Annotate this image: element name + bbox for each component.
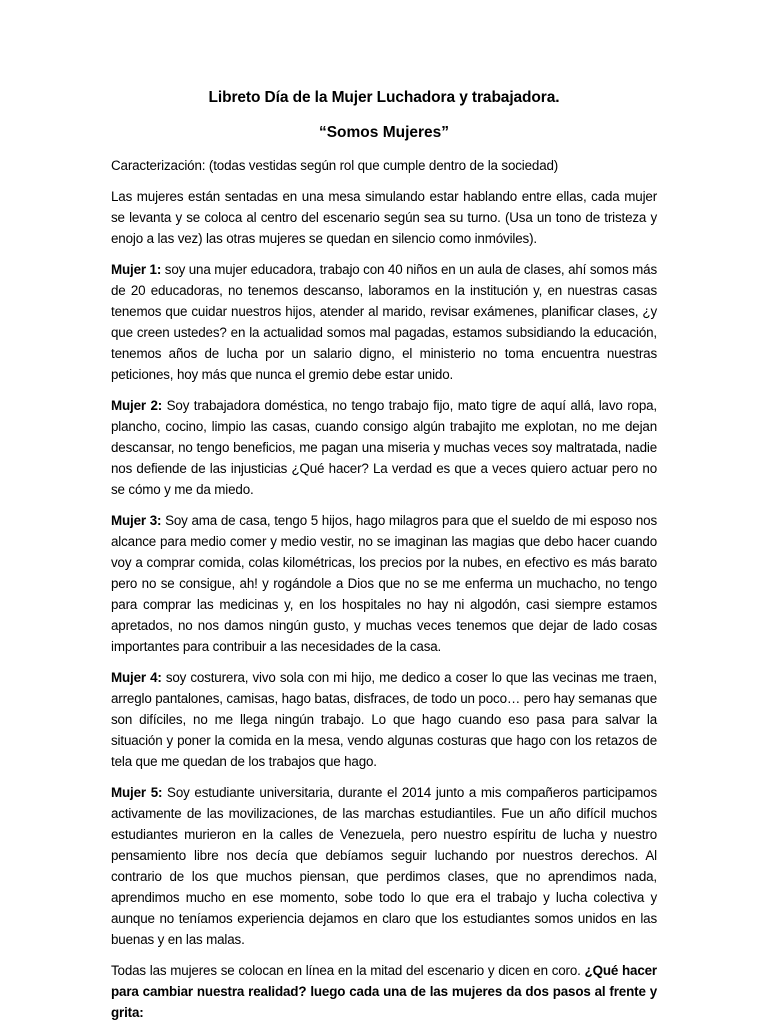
- mujer-5-paragraph: [111, 782, 657, 950]
- mujer-1-speaker: Mujer 1:: [111, 262, 162, 277]
- mujer-1-text: soy una mujer educadora, trabajo con 40 niños en un aula de clases, ahí somos más de 20 educadoras, no tenemos descanso, laboramos en la institución y, en nuestras casas tenemos que cuidar nuestros hijos, atender al marido, revisar exámenes, planificar clases, ¿y que creen ustedes? en la actualidad somos mal pagadas, estamos subsidiando la educación, tenemos años de lucha por un salario digno, el ministerio no toma encuentra nuestras peticiones, hoy más que nunca el gremio debe estar unido.: [111, 262, 657, 382]
- mujer-2-speaker: Mujer 2:: [111, 398, 163, 413]
- closing-question: ¿Qué hacer para cambiar nuestra realidad?: [111, 963, 657, 999]
- mujer-1-paragraph: [111, 259, 657, 385]
- mujer-2-text: Soy trabajadora doméstica, no tengo trabajo fijo, mato tigre de aquí allá, lavo ropa, plancho, cocino, limpio las casas, cuando consigo algún trabajito me explotan, no me dejan descansar, no tengo beneficios, me pagan una miseria y muchas veces soy maltratada, nadie nos defiende de las injusticias ¿Qué hacer? La verdad es que a veces quiero actuar pero no se cómo y me da miedo.: [111, 398, 657, 497]
- document-subtitle: “Somos Mujeres”: [318, 124, 450, 141]
- mujer-5-text: Soy estudiante universitaria, durante el 2014 junto a mis compañeros participamos activamente de las movilizaciones, de las marchas estudiantiles. Fue un año difícil muchos estudiantes murieron en la calles de Venezuela, pero nuestro espíritu de lucha y nuestro pensamiento libre nos decía que debíamos seguir luchando por nuestros derechos. Al contrario de los que muchos piensan, que perdimos clases, que no aprendimos nada, aprendimos mucho en ese momento, sobe todo lo que era el trabajo y lucha colectiva y aunque no teníamos experiencia dejamos en claro que los estudiantes somos unidos en las buenas y en las malas.: [111, 785, 657, 947]
- mujer-2-paragraph: [111, 395, 657, 500]
- closing-paragraph: [111, 960, 657, 1023]
- caracterizacion-paragraph: Caracterización: (todas vestidas según rol que cumple dentro de la sociedad): [111, 158, 559, 173]
- intro-paragraph: Las mujeres están sentadas en una mesa simulando estar hablando entre ellas, cada mujer se levanta y se coloca al centro del escenario según sea su turno. (Usa un tono de tristeza y enojo a las vez) las otras mujeres se quedan en silencio como inmóviles).: [111, 189, 657, 246]
- mujer-3-paragraph: [111, 510, 657, 657]
- mujer-4-text: soy costurera, vivo sola con mi hijo, me dedico a coser lo que las vecinas me traen, arreglo pantalones, camisas, hago batas, disfraces, de todo un poco… pero hay semanas que son difíciles, no me llega ningún trabajo. Lo que hago cuando eso pasa para salvar la situación y poner la comida en la mesa, vendo algunas costuras que hago con los retazos de tela que me quedan de los trabajos que hago.: [111, 670, 658, 769]
- closing-plain-text: Todas las mujeres se colocan en línea en la mitad del escenario y dicen en coro.: [111, 963, 585, 978]
- closing-tail-text: luego cada una de las mujeres da dos pasos al frente y grita:: [111, 984, 657, 1020]
- document-title: Libreto Día de la Mujer Luchadora y trabajadora.: [208, 89, 560, 106]
- mujer-5-speaker: Mujer 5:: [111, 785, 163, 800]
- mujer-4-speaker: Mujer 4:: [111, 670, 162, 685]
- mujer-3-text: Soy ama de casa, tengo 5 hijos, hago milagros para que el sueldo de mi esposo nos alcance para medio comer y medio vestir, no se imaginan las magias que debo hacer cuando voy a comprar comida, colas kilométricas, los precios por la nubes, en efectivo es más barato pero no se consigue, ah! y rogándole a Dios que no se me enferma un muchacho, no tengo para comprar las medicinas y, en los hospitales no hay ni algodón, casi siempre estamos apretados, no nos damos ningún gusto, y muchas veces tenemos que dejar de lado cosas importantes para contribuir a las necesidades de la casa.: [111, 513, 657, 654]
- document-page: [111, 86, 657, 1023]
- mujer-3-speaker: Mujer 3:: [111, 513, 162, 528]
- mujer-4-paragraph: [111, 667, 657, 772]
